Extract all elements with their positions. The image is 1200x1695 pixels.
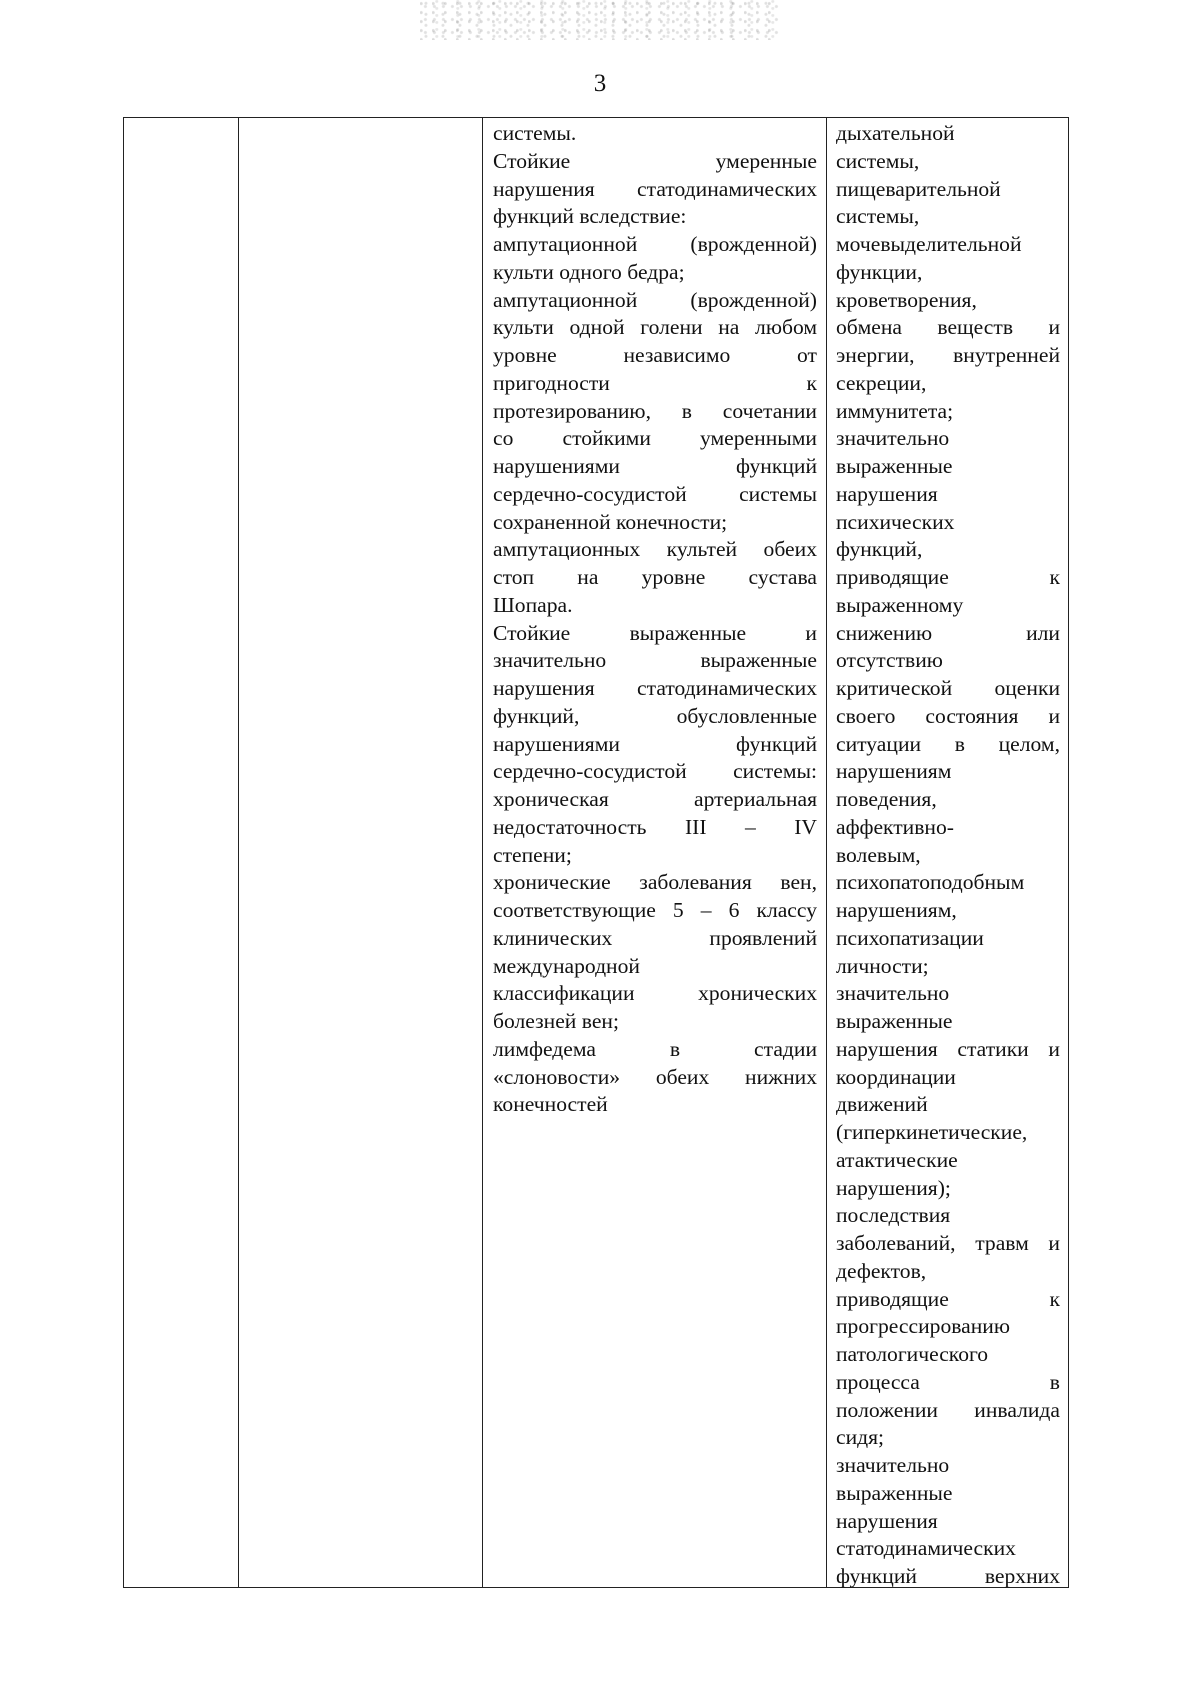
column-4-line: функций, <box>836 537 923 562</box>
column-4-line: нарушениям, <box>836 898 957 922</box>
column-4-line: статодинамических <box>836 1536 1016 1561</box>
column-4-line: процесса в <box>836 1369 1060 1394</box>
column-4-line: психопатоподобным <box>836 870 1025 895</box>
column-divider-1 <box>238 118 239 1587</box>
column-3-line: болезней вен; <box>493 1009 619 1033</box>
column-3-line: сердечно-сосудистой системы: <box>493 759 817 784</box>
column-4-line: выраженные <box>836 1009 953 1033</box>
column-4-criteria-text <box>836 120 1060 1591</box>
column-4-line: дыхательной <box>836 121 955 145</box>
column-3-line: функций, обусловленные <box>493 703 817 728</box>
column-3-line: соответствующие 5 – 6 классу <box>493 898 817 922</box>
column-3-line: стоп на уровне сустава <box>493 565 817 589</box>
column-3-line: ампутационных культей обеих <box>493 537 817 562</box>
column-3-line: клинических проявлений <box>493 925 817 950</box>
column-4-line: атактические <box>836 1147 958 1172</box>
column-3-line: уровне независимо от <box>493 343 817 367</box>
column-4-line: приводящие к <box>836 1286 1060 1311</box>
column-4-line: значительно <box>836 426 950 451</box>
column-3-line: классификации хронических <box>493 981 817 1006</box>
column-3-line: со стойкими умеренными <box>493 426 817 451</box>
column-4-line: приводящие к <box>836 565 1060 589</box>
column-3-line: культи одной голени на любом <box>493 315 817 340</box>
column-divider-3 <box>826 118 827 1587</box>
column-4-line: выраженные <box>836 1480 953 1505</box>
column-3-line: нарушениями функций <box>493 454 817 478</box>
column-4-line: движений <box>836 1092 928 1117</box>
column-3-line: ампутационной (врожденной) <box>493 287 817 312</box>
column-4-line: прогрессированию <box>836 1314 1010 1339</box>
column-3-line: сохраненной конечности; <box>493 509 728 534</box>
column-4-line: критической оценки <box>836 676 1060 700</box>
column-4-line: нарушения <box>836 1508 938 1533</box>
column-4-line: значительно <box>836 1453 950 1477</box>
column-3-line: Стойкие выраженные и <box>493 620 817 645</box>
page-number: 3 <box>593 70 607 97</box>
column-4-line: функций верхних <box>836 1564 1060 1588</box>
column-4-line: аффективно- <box>836 814 954 839</box>
column-4-line: значительно <box>836 981 950 1006</box>
column-3-line: значительно выраженные <box>493 648 817 673</box>
column-4-line: психических <box>836 509 955 534</box>
column-4-line: выраженному <box>836 592 964 617</box>
column-4-line: снижению или <box>836 620 1060 645</box>
column-4-line: патологического <box>836 1342 989 1366</box>
column-3-line: Стойкие умеренные <box>493 148 817 173</box>
column-4-line: своего состояния и <box>836 703 1060 728</box>
column-4-line: поведения, <box>836 787 937 811</box>
column-4-line: нарушениям <box>836 759 952 784</box>
column-3-line: «слоновости» обеих нижних <box>493 1064 817 1089</box>
column-4-line: последствия <box>836 1203 951 1228</box>
column-4-line: сидя; <box>836 1425 885 1450</box>
column-3-line: нарушения статодинамических <box>493 676 817 700</box>
column-3-line: системы. <box>493 121 577 145</box>
column-3-line: международной <box>493 953 640 978</box>
column-4-line: мочевыделительной <box>836 232 1022 256</box>
column-4-line: координации <box>836 1064 956 1089</box>
column-4-line: пищеварительной <box>836 176 1001 201</box>
column-3-line: пригодности к <box>493 370 817 395</box>
column-3-line: недостаточность III – IV <box>493 814 817 839</box>
column-4-line: ситуации в целом, <box>836 731 1060 756</box>
column-3-line: конечностей <box>493 1092 608 1117</box>
column-4-line: психопатизации <box>836 925 984 950</box>
column-3-line: лимфедема в стадии <box>493 1036 817 1061</box>
column-4-line: волевым, <box>836 842 921 867</box>
column-3-line: ампутационной (врожденной) <box>493 232 817 256</box>
column-4-line: энергии, внутренней <box>836 343 1060 367</box>
column-4-line: системы, <box>836 204 920 229</box>
column-3-line: Шопара. <box>493 592 573 617</box>
scan-noise <box>420 0 780 40</box>
column-3-line: функций вследствие: <box>493 204 687 229</box>
column-4-line: обмена веществ и <box>836 315 1060 340</box>
column-4-line: системы, <box>836 148 920 173</box>
column-3-line: хроническая артериальная <box>493 787 817 811</box>
column-3-line: культи одного бедра; <box>493 259 685 284</box>
criteria-table <box>123 117 1069 1588</box>
column-4-line: положении инвалида <box>836 1397 1060 1422</box>
column-3-line: сердечно-сосудистой системы <box>493 481 817 506</box>
column-3-line: нарушения статодинамических <box>493 176 817 201</box>
column-4-line: дефектов, <box>836 1258 927 1283</box>
column-4-line: иммунитета; <box>836 398 954 423</box>
column-4-line: (гиперкинетические, <box>836 1120 1028 1144</box>
column-4-line: нарушения <box>836 481 938 506</box>
column-3-line: нарушениями функций <box>493 731 817 756</box>
column-4-line: секреции, <box>836 370 927 395</box>
column-4-line: функции, <box>836 259 923 284</box>
column-4-line: выраженные <box>836 454 953 478</box>
column-divider-2 <box>482 118 483 1587</box>
column-3-line: хронические заболевания вен, <box>493 870 817 895</box>
column-4-line: нарушения статики и <box>836 1036 1060 1061</box>
column-3-impairments-text <box>493 120 817 1119</box>
column-4-line: нарушения); <box>836 1175 951 1200</box>
column-4-line: кроветворения, <box>836 287 977 312</box>
column-4-line: заболеваний, травм и <box>836 1231 1060 1255</box>
column-4-line: отсутствию <box>836 648 943 673</box>
column-3-line: степени; <box>493 842 572 867</box>
column-3-line: протезированию, в сочетании <box>493 398 817 423</box>
column-4-line: личности; <box>836 953 929 978</box>
